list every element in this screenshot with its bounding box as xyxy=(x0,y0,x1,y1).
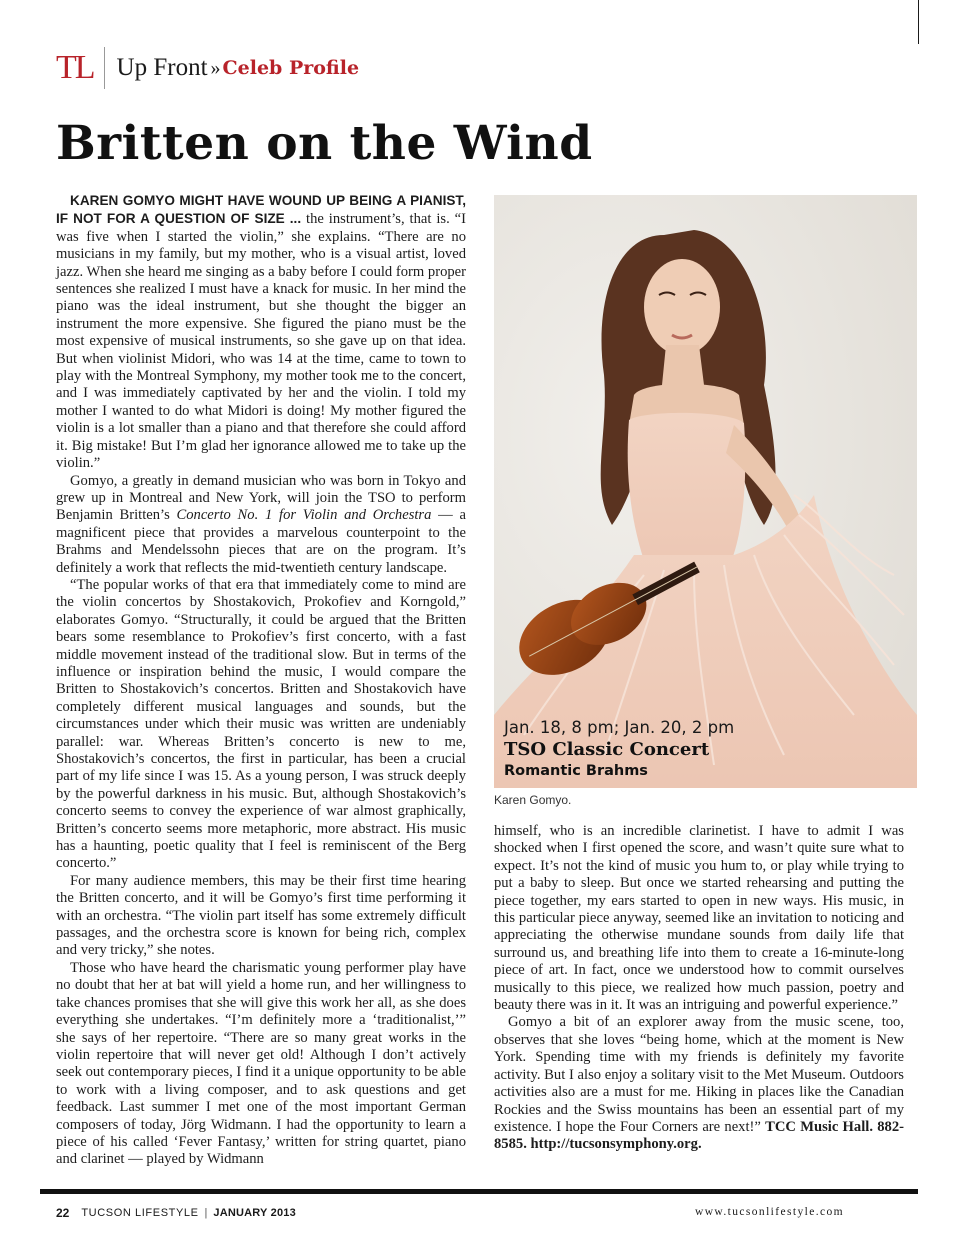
paragraph-1-text: the instrument’s, that is. “I was five when I started the violin,” she explains. “There are no musicians in my family, but my mother, who is a visual artist, loved jazz. When she heard me singing as a baby before I could form proper sentences she realized I must have a knack for music. In her mind the piano was the ideal instrument, but she thought the bigger an instrument the more expensive. She figured the piano must be the most expensive of musical instruments, so she gave up on that idea. But when violinist Midori, who was 14 at the time, came to town to play with the Montreal Symphony, my mother took me to the concert, and I was immediately captivated by her and the violin. I told my mother I wanted to do what Midori is doing! My mother figured the violin is a lot smaller than a piano and that therefore she could afford it. Big mistake! But I’m glad her ignorance allowed me to take up the violin.” xyxy=(56,211,466,472)
article-paragraph-5: Those who have heard the charismatic young performer play have no doubt that her at bat will yield a home run, and her willingness to take chances promises that she will give this work her all, as she does everything she undertakes. “I’m definitely more a ‘traditionalist,’” she says of her repertoire. “There are so many great works in the violin repertoire that will never get old! Although I don’t actively seek out contemporary pieces, I find it a unique opportunity to be able to work with a living composer, and to ask questions and get feedback. Last summer I met one of the most important German composers of today, Jörg Widmann. I had the opportunity to learn a piece of his called ‘Fever Fantasy,’ written for string quartet, piano and clarinet — played by Widmann xyxy=(56,959,466,1168)
event-caption xyxy=(504,718,734,779)
website-url: www.tucsonlifestyle.com xyxy=(695,1206,844,1218)
lead-caps-line-1: KAREN GOMYO MIGHT HAVE WOUND UP BEING A PIANIST, xyxy=(70,193,466,208)
top-right-rule xyxy=(918,0,919,44)
photo-credit: Karen Gomyo. xyxy=(494,793,572,807)
article-headline: Britten on the Wind xyxy=(56,116,593,171)
violinist-illustration xyxy=(494,195,917,788)
issue-date: JANUARY 2013 xyxy=(213,1207,296,1219)
article-column-right xyxy=(494,823,904,1154)
article-column-left xyxy=(56,192,466,1169)
article-paragraph-2 xyxy=(56,473,466,577)
paragraph-2-text-b: — a magnificent piece that provides a marvelous counterpoint to the Brahms and Mendelssohn pieces that are on the program. It’s definitely a work that reflects the mid-twentieth century landscape. xyxy=(56,507,466,576)
section-name: Up Front xyxy=(116,54,208,81)
masthead-divider xyxy=(104,47,105,89)
article-paragraph-4: For many audience members, this may be their first time hearing the Britten concerto, and it will be Gomyo’s first time performing it with an orchestra. “The violin part itself has some extremely difficult passages, and the orchestra score is known for being rich, complex and very tricky,” she notes. xyxy=(56,872,466,959)
concerto-title: Concerto No. 1 for Violin and Orchestra xyxy=(176,507,432,524)
footer-rule xyxy=(40,1189,918,1194)
event-date: Jan. 18, 8 pm; Jan. 20, 2 pm xyxy=(504,718,735,737)
event-subtitle: Romantic Brahms xyxy=(504,763,648,779)
masthead xyxy=(56,48,359,88)
publication-name: TUCSON LIFESTYLE xyxy=(81,1207,199,1219)
tl-logo: TL xyxy=(56,49,94,86)
footer-left xyxy=(56,1206,296,1220)
article-paragraph-1 xyxy=(56,192,466,473)
article-paragraph-3: “The popular works of that era that immediately come to mind are the violin concertos by Shostakovich, Prokofiev and Korngold,” elaborates Gomyo. “Structurally, it could be argued that the Britten bears some resemblance to Prokofiev’s first concerto, with a fast middle movement instead of the traditional slow. But in terms of the influence or inspiration behind the music, I would compare the Britten to Shostakovich’s concertos. Britten and Shostakovich have completely different musical languages and sounds, but the circumstances under which their music was written are undeniably parallel: war. Whereas Britten’s concerto is new to me, Shostakovich’s concertos, the first in particular, has been a crucial part of my life since I was 15. As a young person, I was struck deeply by the powerful darkness in his music. But, although Shostakovich’s concerto seems to convey the experience of war almost graphically, Britten’s concerto seems more metaphoric, more abstract. His music has a haunting, poetic quality that I feel is reminiscent of the Berg concerto.” xyxy=(56,576,466,872)
featured-photo xyxy=(494,195,917,788)
footer-separator: | xyxy=(204,1207,208,1219)
paragraph-2-text-a: Gomyo, a greatly in demand musician who was born in Tokyo and grew up in Montreal and New York, will join the TSO to perform Benjamin Britten’s xyxy=(56,472,466,524)
lead-caps-line-2: IF NOT FOR A QUESTION OF SIZE ... xyxy=(56,211,302,227)
paragraph-6-text: Gomyo a bit of an explorer away from the music scene, too, observes that she loves “being home, which at the moment is New York. Spending time with my friends is definitely my favorite activity. But I also enjoy a solitary visit to the Met Museum. Outdoors activities also are a must for me. Hiking in places like the Canadian Rockies and the Swiss mountains has been an essential part of my existence. I hope the Four Corners are next!” xyxy=(494,1014,904,1135)
contact-info: TCC Music Hall. 882-8585. http://tucsonsymphony.org. xyxy=(494,1118,904,1153)
section-subtitle: Celeb Profile xyxy=(222,57,360,79)
section-arrow: » xyxy=(210,56,221,79)
event-title: TSO Classic Concert xyxy=(504,739,710,760)
page-number: 22 xyxy=(56,1206,70,1220)
article-paragraph-5-continued: himself, who is an incredible clarinetist. I have to admit I was shocked when I first opened the score, and wasn’t quite sure what to expect. It’s not the kind of music you hum to, or play while trying to put a baby to sleep. But once we started rehearsing and putting the piece together, my ears started to open in new ways. His music, in this particular piece anyway, seemed like an invitation to noticing and appreciating the otherwise mundane sounds from daily life that surround us, and breathing life into them to create a 16-minute-long piece of art. In fact, once we understood how to commit ourselves musically to this piece, we realized how much passion, poetry and beauty there was in it. It was an intriguing and powerful experience.” xyxy=(494,823,904,1014)
article-paragraph-6 xyxy=(494,1014,904,1153)
